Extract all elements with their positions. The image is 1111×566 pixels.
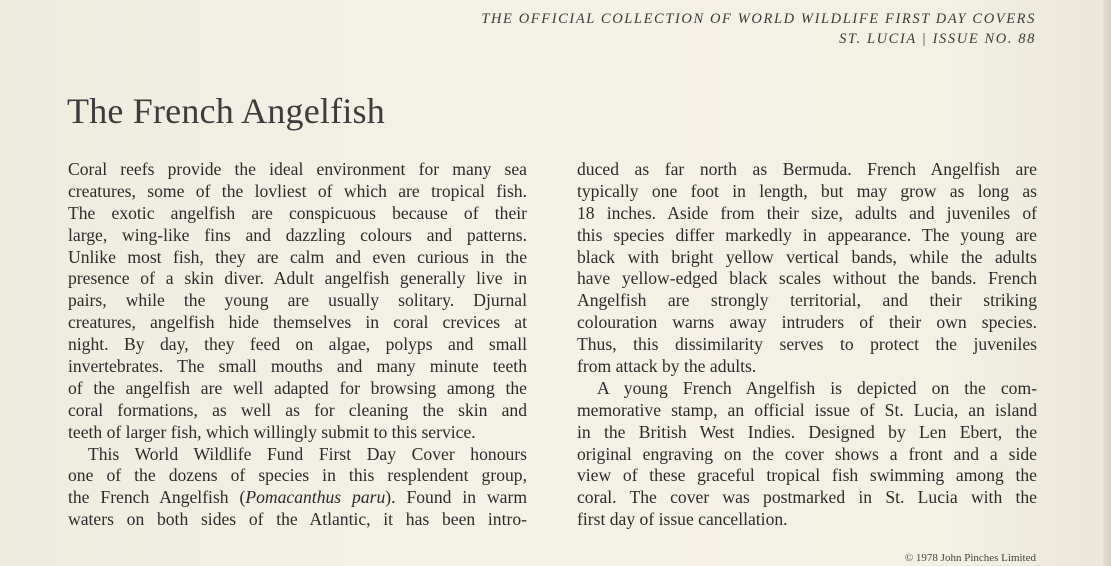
right-text-column xyxy=(577,159,1037,531)
collection-header xyxy=(481,9,1036,49)
text-line: typically one foot in length, but may grow as long as xyxy=(577,180,1037,201)
text-line: first day of issue cancellation. xyxy=(577,509,788,530)
text-line: invertebrates. The small mouths and many minute teeth xyxy=(68,356,527,377)
text-line: memorative stamp, an official issue of St. Lucia, an island xyxy=(577,399,1037,420)
text-line: from attack by the adults. xyxy=(577,356,757,377)
text-line: have yellow-edged black scales without the bands. French xyxy=(577,268,1037,289)
copyright-notice: © 1978 John Pinches Limited xyxy=(904,552,1036,564)
text-line: large, wing-like fins and dazzling colours and patterns. xyxy=(68,224,527,245)
text-line: view of these graceful tropical fish swimming among the xyxy=(577,465,1037,486)
text-segment: the French Angelfish ( xyxy=(68,487,246,508)
header-line-2: ST. LUCIA | ISSUE NO. 88 xyxy=(839,31,1036,47)
species-name: Pomacanthus paru xyxy=(245,487,386,508)
text-line: presence of a skin diver. Adult angelfish generally live in xyxy=(68,268,527,289)
text-line: of the angelfish are well adapted for browsing among the xyxy=(68,377,527,398)
text-line: one of the dozens of species in this resplendent group, xyxy=(68,465,527,486)
text-line: night. By day, they feed on algae, polyps and small xyxy=(68,334,527,355)
page-edge xyxy=(1103,0,1111,566)
text-line: Angelfish are strongly territorial, and their striking xyxy=(577,290,1037,311)
left-text-column xyxy=(68,159,527,531)
text-line: creatures, some of the lovliest of which are tropical fish. xyxy=(68,180,527,201)
text-line: this species differ markedly in appearance. The young are xyxy=(577,224,1037,245)
page-title: The French Angelfish xyxy=(67,91,385,131)
text-line: original engraving on the cover shows a front and a side xyxy=(577,443,1037,464)
text-line: waters on both sides of the Atlantic, it has been intro- xyxy=(68,509,527,530)
text-line: in the British West Indies. Designed by Len Ebert, the xyxy=(577,421,1037,442)
text-segment: ). Found in warm xyxy=(385,487,527,508)
text-line: Thus, this dissimilarity serves to protect the juveniles xyxy=(577,334,1037,355)
text-line: black with bright yellow vertical bands, while the adults xyxy=(577,246,1037,267)
text-line: pairs, while the young are usually solitary. Djurnal xyxy=(68,290,527,311)
text-line: Coral reefs provide the ideal environment for many sea xyxy=(68,159,527,179)
text-line: This World Wildlife Fund First Day Cover honours xyxy=(88,443,527,464)
text-line: coral. The cover was postmarked in St. Lucia with the xyxy=(577,487,1037,508)
text-line: duced as far north as Bermuda. French Angelfish are xyxy=(577,159,1037,179)
text-line: Unlike most fish, they are calm and even curious in the xyxy=(68,246,527,267)
text-line: colouration warns away intruders of their own species. xyxy=(577,312,1037,333)
text-line: 18 inches. Aside from their size, adults and juveniles of xyxy=(577,202,1037,223)
text-line: coral formations, as well as for cleaning the skin and xyxy=(68,399,527,420)
text-line: teeth of larger fish, which willingly submit to this service. xyxy=(68,421,476,442)
header-line-1: THE OFFICIAL COLLECTION OF WORLD WILDLIFE FIRST DAY COVERS xyxy=(481,11,1036,27)
text-line xyxy=(68,487,527,509)
text-line: The exotic angelfish are conspicuous because of their xyxy=(68,202,527,223)
text-line: A young French Angelfish is depicted on the com- xyxy=(597,377,1037,398)
text-line: creatures, angelfish hide themselves in coral crevices at xyxy=(68,312,527,333)
